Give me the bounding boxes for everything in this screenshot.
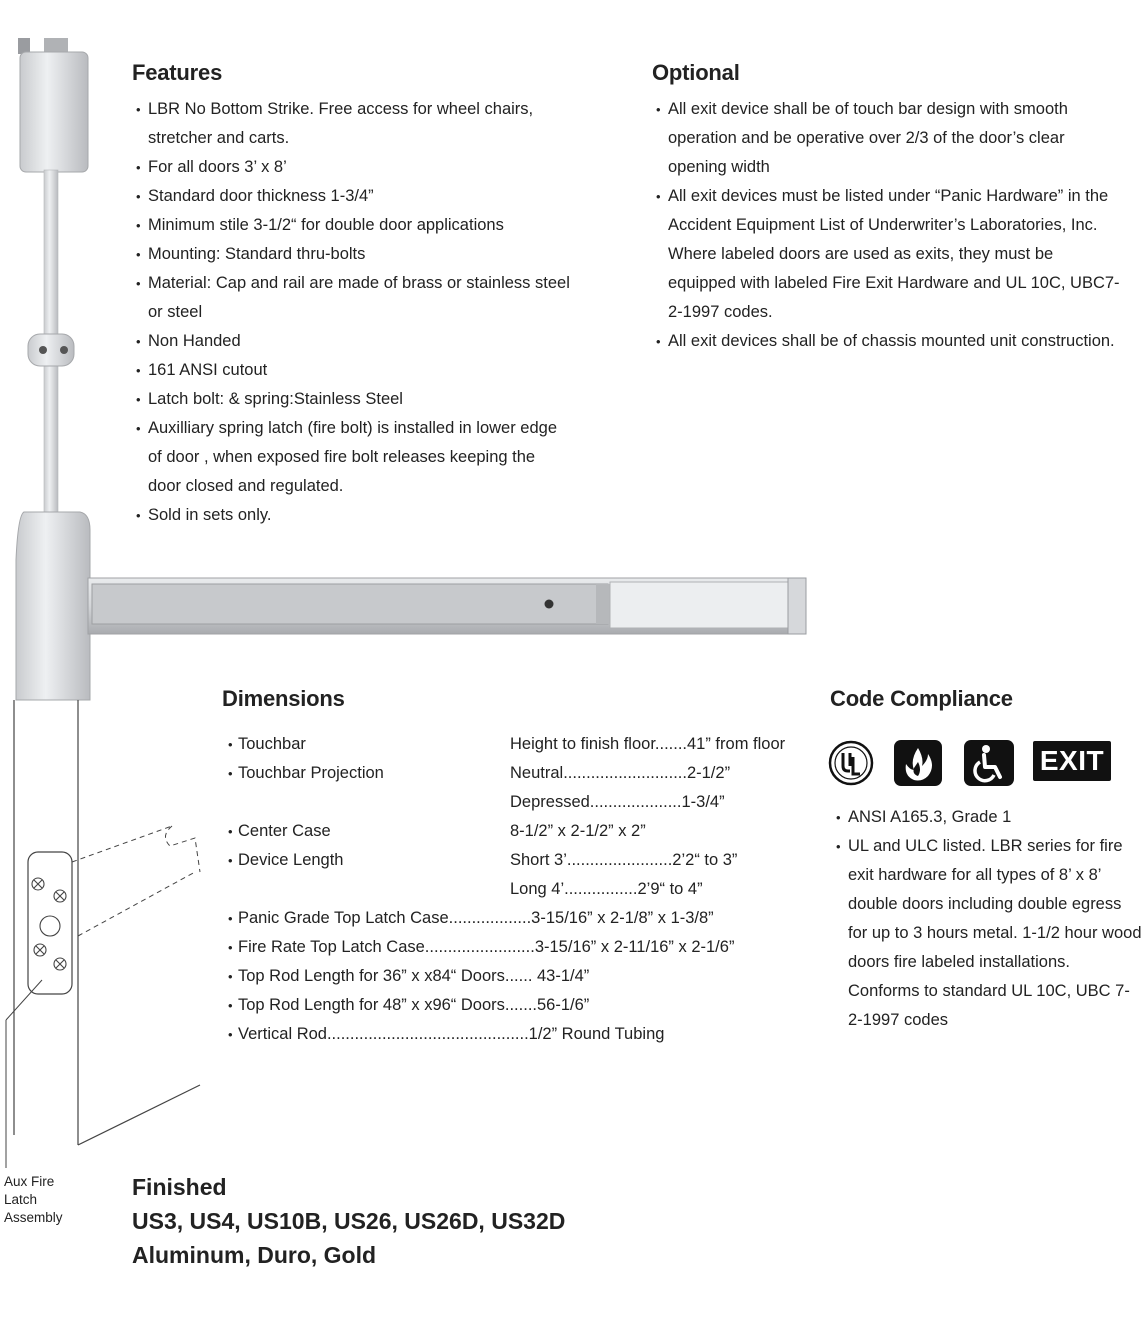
list-item: • 161 ANSI cutout — [132, 356, 572, 385]
dimension-label: Touchbar — [238, 735, 306, 753]
dimension-value: Neutral...........................2-1/2” — [510, 764, 731, 782]
dimension-row: • Center Case — [228, 822, 331, 840]
list-item: • All exit devices must be listed under “Panic Hardware” in the Accident Equipment List of Underwriter’s Laboratories, Inc. Where labeled doors are used as exits, they must be equipped with labeled Fire Exit Hardware and UL 10C, UBC7-2-1997 codes. — [652, 182, 1122, 327]
dimension-full-row: • Panic Grade Top Latch Case..................3-15/16” x 2-1/8” x 1-3/8” — [228, 909, 714, 927]
list-item: • LBR No Bottom Strike. Free access for wheel chairs, stretcher and carts. — [132, 95, 572, 153]
dimension-text: Top Rod Length for 48” x x96“ Doors.......56-1/6” — [238, 996, 590, 1014]
fire-rated-icon — [894, 740, 942, 786]
dimension-text: Top Rod Length for 36” x x84“ Doors...... 43-1/4” — [238, 967, 590, 985]
dimension-row: • Touchbar Projection — [228, 764, 384, 782]
list-item: • All exit device shall be of touch bar design with smooth operation and be operative over 2/3 of the door’s clear opening width — [652, 95, 1122, 182]
dimension-full-row: • Fire Rate Top Latch Case........................3-15/16” x 2-11/16” x 2-1/6” — [228, 938, 735, 956]
code-compliance-list — [832, 803, 1142, 1035]
finished-materials: Aluminum, Duro, Gold — [132, 1242, 377, 1268]
code-compliance-section — [830, 686, 1140, 712]
wheelchair-accessible-icon — [964, 740, 1014, 786]
list-item: • For all doors 3’ x 8’ — [132, 153, 572, 182]
list-item: • Non Handed — [132, 327, 572, 356]
vertical-rod — [28, 170, 74, 515]
aux-fire-latch-plate — [28, 826, 200, 994]
finished-title: Finished — [132, 1174, 227, 1200]
dimension-full-row: • Top Rod Length for 36” x x84“ Doors...... 43-1/4” — [228, 967, 590, 985]
optional-section — [652, 60, 1122, 356]
finished-section — [132, 1170, 832, 1272]
dimension-label: Device Length — [238, 851, 344, 869]
caption-pointer-line — [6, 980, 42, 1168]
dimension-row: • Touchbar — [228, 735, 306, 753]
list-item: • Standard door thickness 1-3/4” — [132, 182, 572, 211]
top-latch-case — [18, 38, 88, 172]
dimension-value: Height to finish floor.......41” from floor — [510, 735, 786, 753]
optional-title: Optional — [652, 60, 740, 85]
features-title: Features — [132, 60, 223, 85]
dimension-value: Depressed....................1-3/4” — [510, 793, 725, 811]
list-item: • UL and ULC listed. LBR series for fire exit hardware for all types of 8’ x 8’ double doors including double egress for up to 3 hours metal. 1-1/2 hour wood doors fire labeled installations. Conforms to standard UL 10C, UBC 7-2-1997 codes — [832, 832, 1142, 1035]
exit-sign-label: EXIT — [1039, 745, 1105, 776]
touchbar — [88, 578, 806, 634]
ul-logo-icon — [828, 740, 874, 786]
caption-line: Assembly — [4, 1210, 63, 1225]
list-item: • All exit devices shall be of chassis mounted unit construction. — [652, 327, 1122, 356]
list-item: • ANSI A165.3, Grade 1 — [832, 803, 1142, 832]
dimension-full-row: • Vertical Rod............................................1/2” Round Tubing — [228, 1025, 665, 1043]
list-item: • Auxilliary spring latch (fire bolt) is installed in lower edge of door , when exposed fire bolt releases keeping the door closed and regulated. — [132, 414, 572, 501]
code-compliance-list-wrap — [832, 803, 1142, 1035]
list-item: • Minimum stile 3-1/2“ for double door applications — [132, 211, 572, 240]
features-section — [132, 60, 572, 530]
dimension-text: Vertical Rod............................................1/2” Round Tubing — [238, 1025, 665, 1043]
list-item: • Latch bolt: & spring:Stainless Steel — [132, 385, 572, 414]
dimension-row: • Device Length — [228, 851, 344, 869]
features-list — [132, 95, 572, 530]
list-item: • Mounting: Standard thru-bolts — [132, 240, 572, 269]
dimension-full-row: • Top Rod Length for 48” x x96“ Doors.......56-1/6” — [228, 996, 590, 1014]
list-item: • Sold in sets only. — [132, 501, 572, 530]
aux-fire-latch-caption — [4, 1173, 94, 1227]
caption-line: Latch — [4, 1192, 38, 1207]
code-compliance-title: Code Compliance — [830, 686, 1013, 711]
caption-line: Aux Fire — [4, 1174, 55, 1189]
dimension-value: 8-1/2” x 2-1/2” x 2” — [510, 822, 646, 840]
dimension-text: Panic Grade Top Latch Case..................3-15/16” x 2-1/8” x 1-3/8” — [238, 909, 714, 927]
dimension-text: Fire Rate Top Latch Case........................3-15/16” x 2-11/16” x 2-1/6” — [238, 938, 735, 956]
center-case — [16, 512, 90, 700]
exit-sign-icon — [1033, 741, 1111, 781]
dimension-label: Center Case — [238, 822, 331, 840]
finished-codes: US3, US4, US10B, US26, US26D, US32D — [132, 1208, 566, 1234]
dimension-value: Short 3’.......................2’2“ to 3” — [510, 851, 738, 869]
dimension-value: Long 4’................2’9“ to 4” — [510, 880, 703, 898]
optional-list — [652, 95, 1122, 356]
dimensions-section — [222, 686, 822, 1066]
dimensions-title: Dimensions — [222, 686, 345, 711]
list-item: • Material: Cap and rail are made of brass or stainless steel or steel — [132, 269, 572, 327]
dimension-label: Touchbar Projection — [238, 764, 384, 782]
